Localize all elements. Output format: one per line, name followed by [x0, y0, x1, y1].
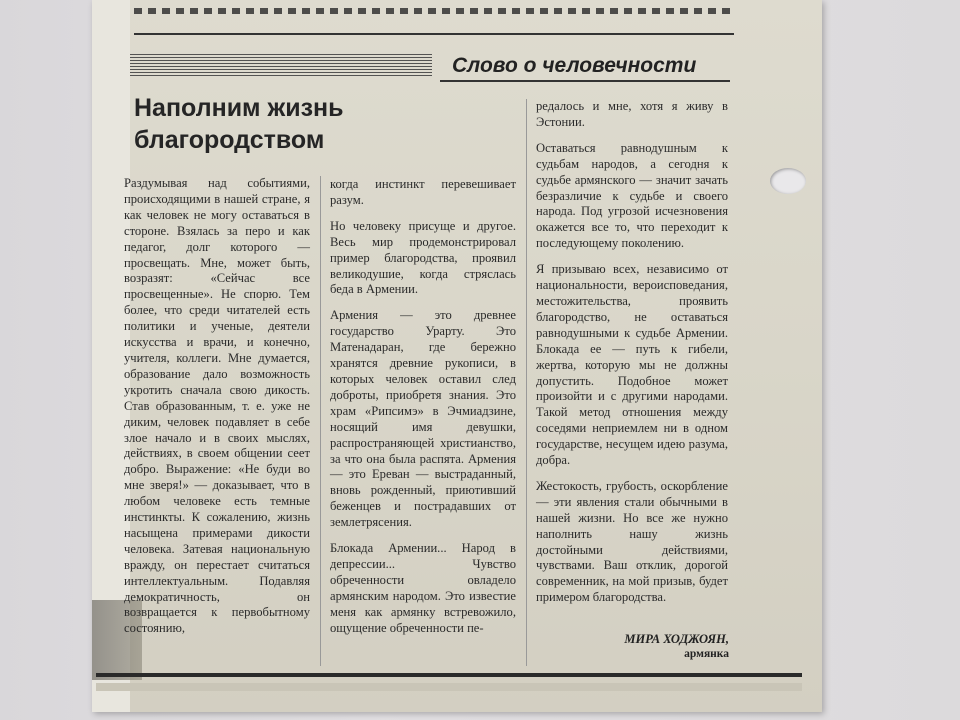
rubric-title: Слово о человечности: [452, 54, 697, 77]
top-rule: [134, 33, 734, 35]
column-1-paragraph: Раздумывая над событиями, происходящими в нашей стране, я как человек не могу оставаться в стороне. Взялась за перо и как педагог, долг которого — просвещать. Мне, может быть, возразят: «Сейчас все просвещенные». Не спорю. Тем более, что среди читателей есть политики и ученые, деятели искусства и врачи, и конечно, учителя, коллеги. Мне думается, образование дало возможность укротить сначала свою дикость. Став образованным, т. е. уже не диким, человек подавляет в себе злое начало и в своих мыслях, действиях, в своем общении сеет добро. Выражение: «Не буди во мне зверя!» — доказывает, что в любом человеке есть темные инстинкты. К сожалению, жизнь насыщена примерами дикости человека. Затевая национальную вражду, он перестает считаться интеллектуальным. Подавляя демократичность, он возвращается к первобытному состоянию,: [124, 176, 310, 636]
author-name: МИРА ХОДЖОЯН,: [624, 632, 729, 646]
column-3-paragraph: Жестокость, грубость, оскорбление — эти явления стали обычными в нашей жизни. Но все же нужно наполнить нашу жизнь достойными действиями, чувствами. Ваш отклик, дорогой современник, на мой призыв, будет примером благородства.: [536, 478, 728, 605]
column-2-paragraph: Блокада Армении... Народ в депрессии... Чувство обреченности овладело армянским народом. Это известие меня как армянку встревожило, ощущение обреченности пе-: [330, 541, 516, 635]
column-2-paragraph: Но человеку присуще и другое. Весь мир продемонстрировал пример благородства, проявил великодушие, когда стряслась беда в Армении.: [330, 218, 516, 297]
article-column-1: [124, 176, 310, 647]
top-dashed-rule: [134, 8, 734, 14]
column-2-paragraph: Армения — это древнее государство Урарту. Это Матенадаран, где бережно хранятся древние рукописи, в которых человек оставил след доброты, приобретя знания. Это храм «Рипсимэ» в Эчмиадзине, носящий имя девушки, распространяющей христианство, за что она была распята. Армения — это Ереван — выстраданный, вновь рожденный, приютивший беженцев и пострадавших от землетрясения.: [330, 308, 516, 530]
article-column-3: [536, 99, 728, 616]
article-column-2: [330, 177, 516, 646]
author-role: армянка: [684, 648, 729, 660]
column-3-paragraph: Я призываю всех, независимо от национальности, вероисповедания, местожительства, проявить благородство, не оставаться равнодушными к судьбе Армении. Блокада ее — путь к гибели, жертва, которую мы не должны допустить. Подобное может произойти и с другими народами. Такой метод отношения между соседями неприемлем ни в одном государстве, несущем идею разума, добра.: [536, 262, 728, 468]
header-hatch-decoration: [130, 54, 432, 78]
column-2-paragraph: когда инстинкт перевешивает разум.: [330, 177, 516, 207]
article-headline: Наполним жизнь благородством: [134, 94, 344, 154]
bottom-rule: [96, 673, 802, 677]
rubric-rule: [440, 80, 730, 82]
column-3-paragraph: Оставаться равнодушным к судьбам народов, а сегодня к судьбе армянского — значит зачать безразличие к судьбе и своего народа. Под угрозой исчезновения окажется все то, что переходит к последующему поколению.: [536, 140, 728, 251]
column-3-paragraph: редалось и мне, хотя я живу в Эстонии.: [536, 99, 728, 129]
column-divider: [320, 176, 321, 666]
clipping-bottom-edge: [96, 683, 802, 691]
author-signature: [604, 632, 729, 662]
punched-hole: [770, 168, 806, 194]
column-divider: [526, 99, 527, 666]
